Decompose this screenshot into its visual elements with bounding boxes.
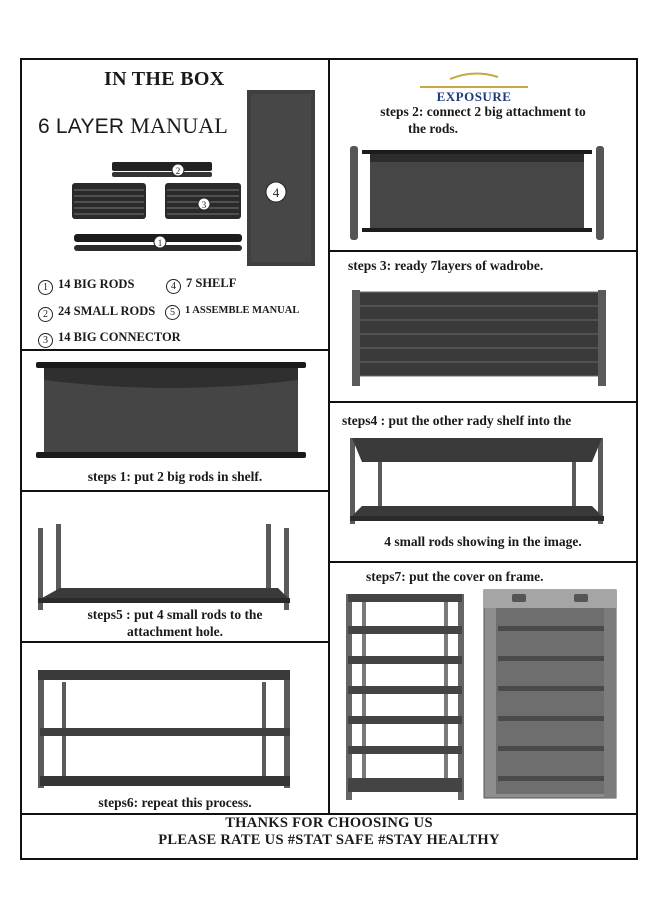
in-the-box-title: IN THE BOX bbox=[104, 68, 225, 90]
step6-illustration bbox=[32, 664, 298, 790]
step2-caption-line2: the rods. bbox=[408, 121, 459, 136]
step5-caption-line1: steps5 : put 4 small rods to the bbox=[87, 607, 263, 622]
legend-num-3: 3 bbox=[38, 333, 53, 348]
divider-left-2 bbox=[20, 490, 330, 492]
legend-num-2: 2 bbox=[38, 307, 53, 322]
legend-text-1: 14 BIG RODS bbox=[58, 277, 135, 291]
legend-text-2: 24 SMALL RODS bbox=[58, 304, 156, 318]
divider-right-3 bbox=[328, 561, 638, 563]
legend-text-3: 14 BIG CONNECTOR bbox=[58, 330, 181, 344]
legend-num-4: 4 bbox=[166, 279, 181, 294]
step5-illustration bbox=[30, 520, 300, 612]
step5-caption-line2: attachment hole. bbox=[127, 624, 223, 639]
footer bbox=[22, 815, 636, 849]
marker-2-text: 2 bbox=[175, 166, 181, 176]
step2-caption-line1: steps 2: connect 2 big attachment to bbox=[380, 104, 586, 119]
step4-illustration bbox=[344, 432, 610, 528]
step7-frame-illustration bbox=[344, 592, 468, 804]
brand-logo bbox=[420, 68, 528, 105]
box-contents-illustration bbox=[60, 88, 330, 268]
legend-text-5: 1 ASSEMBLE MANUAL bbox=[185, 305, 300, 316]
legend-item-4 bbox=[166, 276, 236, 294]
legend-item-1 bbox=[38, 277, 134, 295]
manual-label-part1: 6 LAYER bbox=[38, 115, 131, 138]
divider-right-2 bbox=[328, 401, 638, 403]
legend-item-2 bbox=[38, 304, 155, 322]
small-rods-image bbox=[112, 162, 212, 171]
divider-left-3 bbox=[20, 641, 330, 643]
step2-caption bbox=[330, 103, 636, 137]
step7-caption: steps7: put the cover on frame. bbox=[366, 569, 544, 584]
logo-text: EXPOSURE bbox=[420, 86, 528, 105]
legend-num-1: 1 bbox=[38, 280, 53, 295]
step2-illustration bbox=[344, 142, 610, 242]
footer-line1: THANKS FOR CHOOSING US bbox=[225, 815, 433, 831]
connectors-image bbox=[72, 183, 241, 219]
legend-text-4: 7 SHELF bbox=[186, 276, 237, 290]
step4-caption-line1: steps4 : put the other rady shelf into the bbox=[342, 413, 572, 428]
step1-caption: steps 1: put 2 big rods in shelf. bbox=[87, 469, 263, 484]
step7-covered-wardrobe-illustration bbox=[482, 588, 618, 800]
step4-caption-line2: 4 small rods showing in the image. bbox=[384, 534, 582, 549]
legend-item-5 bbox=[165, 305, 299, 320]
logo-swoosh-icon bbox=[444, 71, 504, 81]
legend-num-5: 5 bbox=[165, 305, 180, 320]
step3-illustration bbox=[350, 286, 610, 390]
step3-caption: steps 3: ready 7layers of wadrobe. bbox=[348, 258, 544, 273]
divider-right-1 bbox=[328, 250, 638, 252]
divider-left-1 bbox=[20, 349, 330, 351]
marker-1-text: 1 bbox=[157, 238, 163, 248]
step5-caption bbox=[22, 606, 328, 640]
footer-line2: PLEASE RATE US #STAT SAFE #STAY HEALTHY bbox=[158, 832, 500, 848]
marker-3-text: 3 bbox=[201, 200, 207, 210]
manual-label-part2: MANUAL bbox=[130, 113, 229, 138]
step6-caption: steps6: repeat this process. bbox=[98, 795, 252, 810]
legend-item-3 bbox=[38, 330, 181, 348]
step1-illustration bbox=[36, 360, 306, 466]
marker-4-text: 4 bbox=[272, 185, 280, 200]
